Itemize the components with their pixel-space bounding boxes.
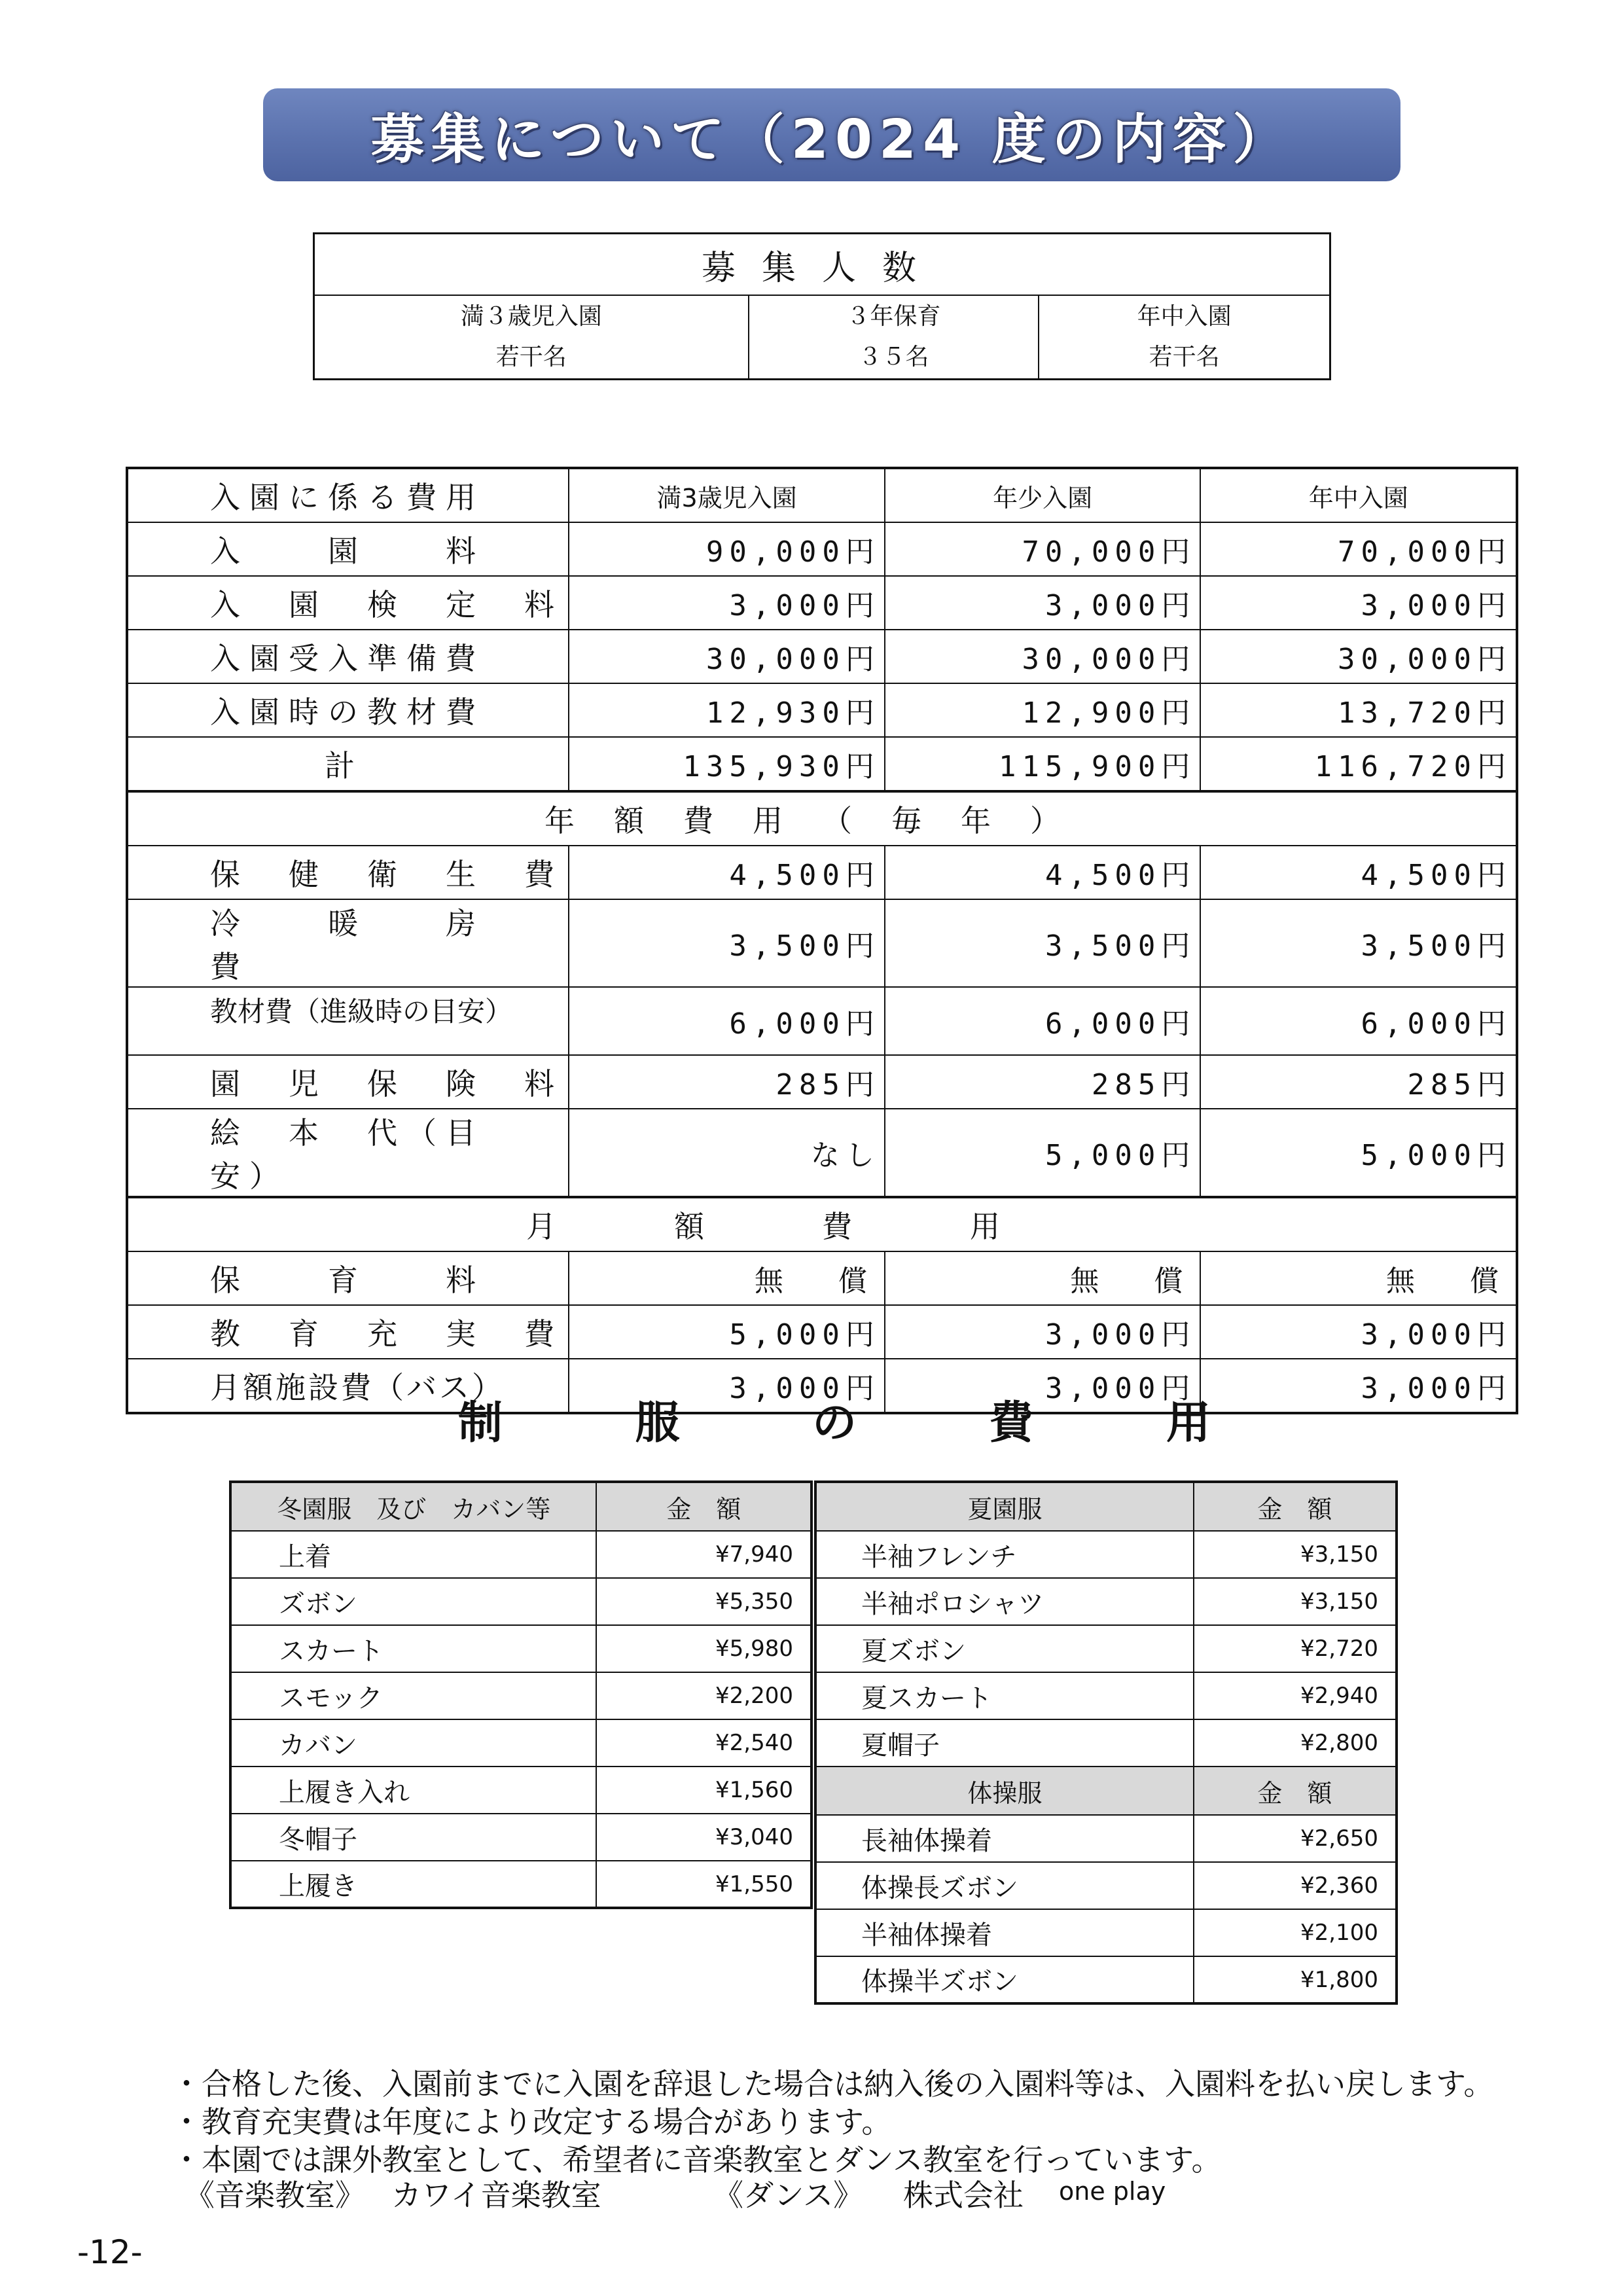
fee-value: 3,000円 [885,1359,1201,1413]
item-name: 半袖体操着 [815,1909,1194,1956]
item-name: 長袖体操着 [815,1815,1194,1862]
col-header: 金 額 [1194,1482,1397,1531]
table-row [815,1672,1397,1719]
col-header: 年中入園 [1200,468,1517,522]
fee-value: 4,500円 [569,846,885,899]
table-row [815,1625,1397,1672]
recruitment-cell: 年中入園 若干名 [1039,295,1330,380]
fee-value: 3,000円 [1200,1359,1517,1413]
row-label: 保 健 衛 生 費 [127,846,569,899]
item-price: ¥3,150 [1194,1531,1397,1578]
row-label: 入園時の教材費 [127,683,569,737]
table-row [230,1625,812,1672]
fee-value: 4,500円 [1200,846,1517,899]
fee-value: 3,000円 [1200,576,1517,630]
dance-company-name: one play [1059,2177,1166,2206]
item-name: 半袖フレンチ [815,1531,1194,1578]
table-row [815,1719,1397,1767]
recruitment-header: 募集人数 [314,234,1330,296]
title-char: 制 [458,1397,503,1449]
fee-value: 116,720円 [1200,737,1517,791]
item-price: ¥2,940 [1194,1672,1397,1719]
item-price: ¥2,360 [1194,1862,1397,1909]
note-line: ・本園では課外教室として、希望者に音楽教室とダンス教室を行っています。 [171,2142,1222,2178]
fees-table [126,467,1518,1414]
item-name: 夏ズボン [815,1625,1194,1672]
fee-value: 135,930円 [569,737,885,791]
item-price: ¥2,720 [1194,1625,1397,1672]
table-row [230,1531,812,1578]
fee-value: 30,000円 [885,630,1201,683]
table-row [815,1956,1397,2003]
title-char: 費 [989,1397,1034,1449]
fee-value: 3,000円 [569,1359,885,1413]
table-row [127,1251,1517,1305]
row-label: 教材費（進級時の目安） [127,987,569,1055]
item-price: ¥1,550 [596,1861,812,1908]
fee-value: 6,000円 [1200,987,1517,1055]
monthly-fees-header: 月額費用 [127,1197,1517,1251]
item-price: ¥5,980 [596,1625,812,1672]
fee-value: 無 償 [569,1251,885,1305]
table-row [815,1578,1397,1625]
table-row [127,899,1517,987]
dance-class-label: 《ダンス》 [713,2178,864,2213]
item-price: ¥2,650 [1194,1815,1397,1862]
table-row [230,1672,812,1719]
music-class-info: 《音楽教室》 カワイ音楽教室 [185,2178,601,2213]
table-row [815,1862,1397,1909]
table-row [127,846,1517,899]
item-name: 半袖ポロシャツ [815,1578,1194,1625]
fee-value: 30,000円 [1200,630,1517,683]
item-price: ¥2,200 [596,1672,812,1719]
fees-header-label: 入園に係る費用 [127,468,569,522]
fee-value: 90,000円 [569,522,885,576]
row-label: 計 [127,737,569,791]
table-row [127,683,1517,737]
table-row [127,1109,1517,1197]
row-label: 絵 本 代（目 安） [127,1109,569,1197]
fee-value: 3,500円 [1200,899,1517,987]
item-price: ¥2,100 [1194,1909,1397,1956]
table-row [815,1909,1397,1956]
item-name: 夏帽子 [815,1719,1194,1767]
table-row [815,1531,1397,1578]
fee-value: 6,000円 [569,987,885,1055]
item-name: スモック [230,1672,596,1719]
fee-value: 5,000円 [1200,1109,1517,1197]
title-banner [263,88,1400,181]
fee-value: 12,930円 [569,683,885,737]
item-name: 上着 [230,1531,596,1578]
item-price: ¥2,800 [1194,1719,1397,1767]
col-header: 満3歳児入園 [569,468,885,522]
fee-value: 3,000円 [885,576,1201,630]
fee-value: 70,000円 [1200,522,1517,576]
table-row [230,1719,812,1767]
page-title: 募集について（2024 度の内容） [370,108,1293,171]
col-header: 冬園服 及び カバン等 [230,1482,596,1531]
fee-value: 115,900円 [885,737,1201,791]
dance-company-label: 株式会社 [903,2178,1024,2213]
fee-value: 無 償 [1200,1251,1517,1305]
table-row [127,522,1517,576]
table-row [127,987,1517,1055]
row-label: 教 育 充 実 費 [127,1305,569,1359]
table-row [127,576,1517,630]
recruitment-table [313,232,1331,380]
row-label: 入園受入準備費 [127,630,569,683]
fee-value: 4,500円 [885,846,1201,899]
col-header: 夏園服 [815,1482,1194,1531]
table-row [815,1815,1397,1862]
recruitment-cell: ３年保育 ３５名 [749,295,1039,380]
item-name: 上履き入れ [230,1767,596,1814]
item-price: ¥7,940 [596,1531,812,1578]
item-name: 体操半ズボン [815,1956,1194,2003]
fee-value: 285円 [1200,1055,1517,1109]
uniform-section-title [458,1388,1211,1451]
table-row [230,1578,812,1625]
item-name: 冬帽子 [230,1814,596,1861]
table-row [127,737,1517,791]
col-header: 体操服 [815,1767,1194,1815]
item-name: 上履き [230,1861,596,1908]
item-price: ¥1,800 [1194,1956,1397,2003]
item-price: ¥3,150 [1194,1578,1397,1625]
fee-value: なし [569,1109,885,1197]
fee-value: 30,000円 [569,630,885,683]
summer-uniform-table [814,1480,1398,2005]
fee-value: 3,000円 [569,576,885,630]
fee-value: 285円 [569,1055,885,1109]
col-header: 年少入園 [885,468,1201,522]
fee-value: 5,000円 [569,1305,885,1359]
item-price: ¥5,350 [596,1578,812,1625]
table-row [230,1767,812,1814]
row-label: 園 児 保 険 料 [127,1055,569,1109]
title-char: 用 [1166,1397,1211,1449]
title-char: 服 [635,1397,680,1449]
table-row [127,1055,1517,1109]
fee-value: 3,000円 [885,1305,1201,1359]
item-name: スカート [230,1625,596,1672]
winter-uniform-table [229,1480,813,1909]
fee-value: 6,000円 [885,987,1201,1055]
fee-value: 5,000円 [885,1109,1201,1197]
fee-value: 285円 [885,1055,1201,1109]
col-header: 金 額 [596,1482,812,1531]
row-label: 月額施設費（バス） [127,1359,569,1413]
fee-value: 13,720円 [1200,683,1517,737]
table-row [230,1814,812,1861]
table-row [127,1305,1517,1359]
item-name: ズボン [230,1578,596,1625]
table-row [230,1861,812,1908]
item-price: ¥1,560 [596,1767,812,1814]
fee-value: 3,500円 [885,899,1201,987]
title-char: の [812,1397,857,1449]
item-price: ¥2,540 [596,1719,812,1767]
row-label: 入 園 検 定 料 [127,576,569,630]
annual-fees-header: 年額費用（毎年） [127,791,1517,846]
table-row [127,630,1517,683]
row-label: 保 育 料 [127,1251,569,1305]
fee-value: 3,000円 [1200,1305,1517,1359]
note-line: ・合格した後、入園前までに入園を辞退した場合は納入後の入園料等は、入園料を払い戻します。 [171,2066,1494,2102]
note-line: ・教育充実費は年度により改定する場合があります。 [171,2104,892,2140]
fee-value: 12,900円 [885,683,1201,737]
fee-value: 70,000円 [885,522,1201,576]
row-label: 入 園 料 [127,522,569,576]
fee-value: 無 償 [885,1251,1201,1305]
item-name: 夏スカート [815,1672,1194,1719]
page-number: -12- [77,2233,143,2271]
row-label: 冷 暖 房 費 [127,899,569,987]
item-price: ¥3,040 [596,1814,812,1861]
fee-value: 3,500円 [569,899,885,987]
item-name: 体操長ズボン [815,1862,1194,1909]
col-header: 金 額 [1194,1767,1397,1815]
item-name: カバン [230,1719,596,1767]
recruitment-cell: 満３歳児入園 若干名 [314,295,749,380]
